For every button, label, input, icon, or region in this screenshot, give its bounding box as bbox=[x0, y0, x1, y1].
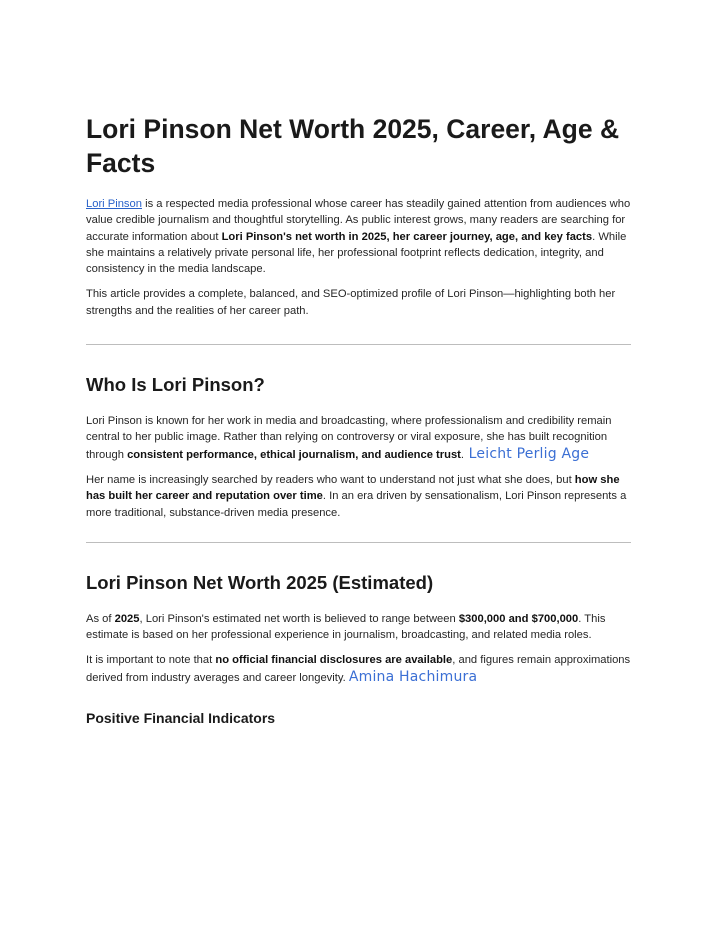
who-bold-1: consistent performance, ethical journalism, and audience trust bbox=[127, 448, 461, 461]
networth-paragraph-1 bbox=[86, 611, 634, 644]
intro-text-1: is a respected media professional whose career has steadily gained attention from audiences who value credible journalism and thoughtful storytelling. As public interest grows, many readers are searching for accurate information about bbox=[86, 198, 631, 243]
spacer bbox=[86, 530, 634, 542]
networth-bold: no official financial disclosures are available bbox=[215, 654, 453, 667]
who-text-3: . In an era driven by sensationalism, Lori Pinson represents a more traditional, substance-driven media presence. bbox=[86, 490, 627, 519]
networth-paragraph-2 bbox=[86, 652, 634, 686]
networth-high: $700,000 bbox=[531, 612, 579, 625]
networth-text-2: , Lori Pinson's estimated net worth is believed to range between bbox=[139, 612, 459, 625]
leicht-perlig-age-link[interactable]: Leicht Perlig Age bbox=[464, 445, 590, 462]
intro-paragraph bbox=[86, 196, 634, 277]
who-text-2: Her name is increasingly searched by readers who want to understand not just what she does, but bbox=[86, 473, 575, 486]
networth-text-3: . This estimate is based on her professional experience in journalism, broadcasting, and related media roles. bbox=[86, 612, 606, 642]
networth-text-5: , and figures remain approximations derived from industry averages and career longevity. bbox=[86, 654, 631, 684]
spacer bbox=[86, 345, 634, 373]
spacer bbox=[86, 543, 634, 571]
networth-text-1: As of bbox=[86, 612, 115, 625]
lori-pinson-link[interactable]: Lori Pinson bbox=[86, 198, 142, 210]
section-heading-networth: Lori Pinson Net Worth 2025 (Estimated) bbox=[86, 571, 434, 593]
networth-year: 2025 bbox=[114, 612, 140, 625]
subheading-positive-indicators: Positive Financial Indicators bbox=[86, 710, 276, 727]
intro-text-2: . While she maintains a relatively private personal life, her professional footprint reflects dedication, integrity, and consistency in the media landscape. bbox=[86, 230, 627, 276]
who-period: . bbox=[460, 448, 465, 461]
section-heading-who: Who Is Lori Pinson? bbox=[86, 374, 265, 396]
article-body bbox=[86, 112, 634, 727]
who-bold-2: how she has built her career and reputation over time bbox=[86, 473, 620, 503]
article-title: Lori Pinson Net Worth 2025, Career, Age & Facts bbox=[86, 114, 620, 178]
who-paragraph-2 bbox=[86, 472, 634, 521]
amina-hachimura-link[interactable]: Amina Hachimura bbox=[348, 668, 478, 685]
networth-low: $300,000 and bbox=[458, 612, 529, 625]
who-text-1: Lori Pinson is known for her work in media and broadcasting, where professionalism and credibility remain central to her public image. Rather than relying on controversy or viral exposure, she has built recognition through bbox=[86, 415, 612, 461]
who-paragraph-1 bbox=[86, 413, 634, 463]
intro-bold: Lori Pinson's net worth in 2025, her career journey, age, and key facts bbox=[221, 230, 593, 243]
spacer bbox=[86, 695, 634, 709]
intro-paragraph-2: This article provides a complete, balanced, and SEO-optimized profile of Lori Pinson—highlighting both her strengths and the realities of her career path. bbox=[86, 288, 616, 317]
spacer bbox=[86, 328, 634, 344]
networth-text-4: It is important to note that bbox=[86, 654, 216, 667]
